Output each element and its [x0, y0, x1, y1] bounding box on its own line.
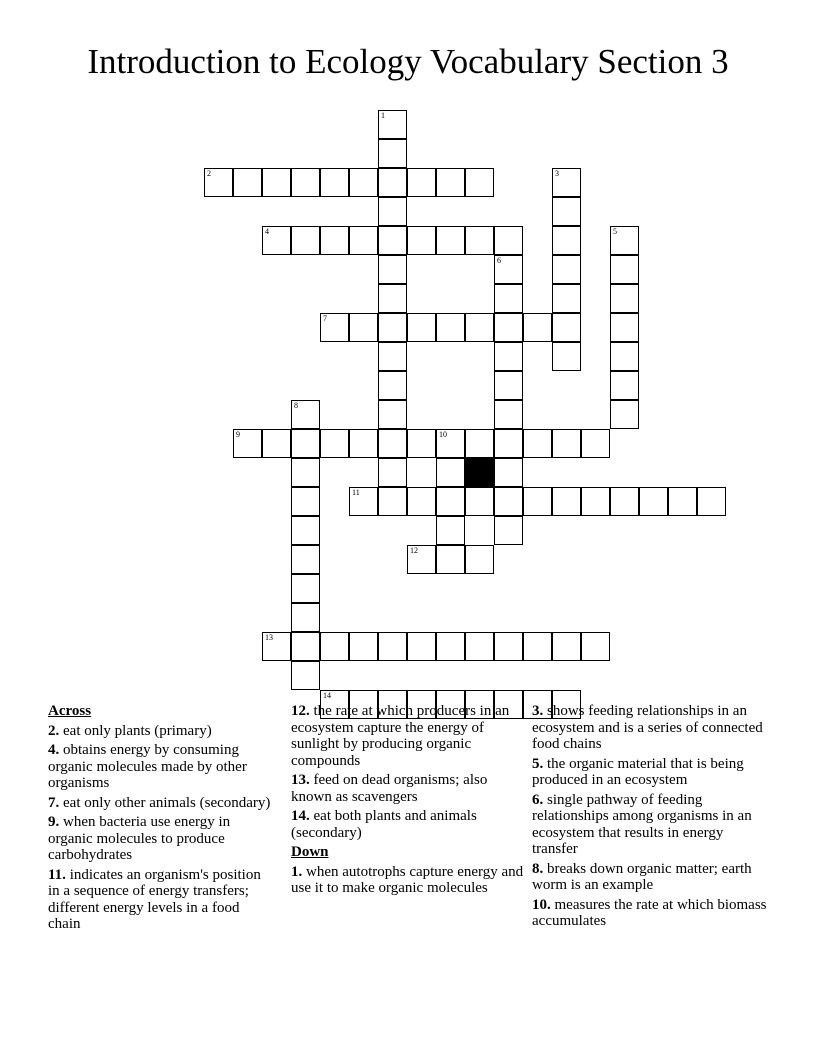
- grid-cell[interactable]: [378, 487, 407, 516]
- grid-cell[interactable]: [465, 487, 494, 516]
- grid-cell[interactable]: [523, 313, 552, 342]
- clue-number-label: 4.: [48, 742, 60, 758]
- grid-cell[interactable]: [291, 168, 320, 197]
- clue-item: [291, 772, 526, 805]
- grid-cell[interactable]: [407, 226, 436, 255]
- grid-cell[interactable]: [378, 284, 407, 313]
- clue-number: 14: [323, 691, 331, 700]
- grid-cell[interactable]: [436, 632, 465, 661]
- clue-text: eat only other animals (secondary): [59, 794, 271, 811]
- clue-item: [48, 867, 274, 933]
- grid-cell[interactable]: [291, 487, 320, 516]
- grid-cell[interactable]: [639, 487, 668, 516]
- clue-number-label: 10.: [532, 896, 551, 913]
- grid-cell[interactable]: [523, 632, 552, 661]
- clue-number-label: 11.: [48, 866, 66, 883]
- grid-cell[interactable]: [233, 429, 262, 458]
- clue-item: [291, 864, 526, 897]
- clue-number-label: 12.: [291, 703, 310, 719]
- grid-cell[interactable]: [552, 226, 581, 255]
- grid-cell[interactable]: [436, 226, 465, 255]
- grid-cell[interactable]: [668, 487, 697, 516]
- clue-item: [48, 814, 274, 864]
- grid-cell[interactable]: [436, 168, 465, 197]
- grid-cell[interactable]: [262, 632, 291, 661]
- grid-cell[interactable]: [407, 545, 436, 574]
- grid-cell[interactable]: [291, 661, 320, 690]
- grid-cell[interactable]: [349, 487, 378, 516]
- grid-cell[interactable]: [349, 632, 378, 661]
- grid-cell[interactable]: [610, 487, 639, 516]
- grid-cell[interactable]: [378, 139, 407, 168]
- grid-cell[interactable]: [349, 313, 378, 342]
- clue-number-label: 5.: [532, 755, 544, 772]
- grid-cell[interactable]: [436, 429, 465, 458]
- clue-item: [291, 808, 526, 841]
- grid-cell[interactable]: [523, 487, 552, 516]
- grid-cell[interactable]: [407, 429, 436, 458]
- grid-cell[interactable]: [378, 632, 407, 661]
- grid-cell[interactable]: [465, 429, 494, 458]
- grid-cell[interactable]: [494, 400, 523, 429]
- grid-cell[interactable]: [407, 632, 436, 661]
- grid-cell[interactable]: [610, 371, 639, 400]
- grid-cell[interactable]: [494, 313, 523, 342]
- grid-cell[interactable]: [610, 226, 639, 255]
- grid-cell[interactable]: [233, 168, 262, 197]
- grid-cell[interactable]: [610, 255, 639, 284]
- grid-cell[interactable]: [291, 226, 320, 255]
- grid-cell[interactable]: [610, 400, 639, 429]
- grid-cell[interactable]: [552, 284, 581, 313]
- clue-number: 11: [352, 488, 360, 497]
- clue-number-label: 3.: [532, 703, 544, 719]
- grid-cell[interactable]: [407, 487, 436, 516]
- clue-text: when autotrophs capture energy and use it to make organic molecules: [291, 863, 524, 896]
- grid-cell[interactable]: [436, 545, 465, 574]
- clue-item: [532, 703, 768, 753]
- clue-item: [291, 703, 526, 769]
- grid-cell[interactable]: [320, 632, 349, 661]
- grid-cell[interactable]: [494, 516, 523, 545]
- grid-cell[interactable]: [436, 516, 465, 545]
- clue-item: [48, 795, 274, 812]
- grid-cell[interactable]: [291, 632, 320, 661]
- grid-cell[interactable]: [291, 603, 320, 632]
- clue-number-label: 2.: [48, 722, 60, 739]
- clue-text: measures the rate at which biomass accumulates: [532, 896, 767, 929]
- grid-cell[interactable]: [378, 342, 407, 371]
- grid-cell[interactable]: [494, 284, 523, 313]
- clue-text: the organic material that is being produced in an ecosystem: [532, 755, 744, 788]
- grid-cell[interactable]: [378, 458, 407, 487]
- grid-cell[interactable]: [262, 168, 291, 197]
- clue-text: feed on dead organisms; also known as scavengers: [291, 772, 488, 805]
- clues-column-1: [48, 703, 274, 936]
- grid-cell[interactable]: [465, 545, 494, 574]
- clue-number: 13: [265, 633, 273, 642]
- grid-cell[interactable]: [581, 487, 610, 516]
- grid-cell[interactable]: [320, 168, 349, 197]
- grid-cell[interactable]: [291, 574, 320, 603]
- grid-cell[interactable]: [291, 429, 320, 458]
- clue-text: when bacteria use energy in organic molecules to produce carbohydrates: [48, 814, 231, 863]
- grid-cell[interactable]: [378, 197, 407, 226]
- grid-cell[interactable]: [494, 458, 523, 487]
- clue-number-label: 13.: [291, 772, 310, 788]
- clue-text: eat both plants and animals (secondary): [291, 808, 477, 841]
- grid-cell[interactable]: [494, 429, 523, 458]
- grid-cell[interactable]: [581, 429, 610, 458]
- clue-text: obtains energy by consuming organic molecules made by other organisms: [48, 742, 247, 791]
- grid-cell[interactable]: [552, 168, 581, 197]
- grid-cell[interactable]: [320, 313, 349, 342]
- grid-cell[interactable]: [552, 429, 581, 458]
- grid-cell[interactable]: [465, 313, 494, 342]
- down-heading: Down: [291, 844, 329, 860]
- clue-item: [48, 742, 274, 792]
- grid-cell[interactable]: [552, 632, 581, 661]
- clue-number: 10: [439, 430, 447, 439]
- grid-cell[interactable]: [610, 284, 639, 313]
- clues-column-3: [532, 703, 768, 933]
- clue-number-label: 6.: [532, 791, 544, 808]
- puzzle-title: Introduction to Ecology Vocabulary Section 3: [87, 42, 729, 81]
- grid-cell[interactable]: [581, 632, 610, 661]
- grid-cell[interactable]: [349, 226, 378, 255]
- grid-cell[interactable]: [407, 168, 436, 197]
- grid-cell[interactable]: [378, 371, 407, 400]
- grid-cell[interactable]: [262, 226, 291, 255]
- grid-cell[interactable]: [465, 632, 494, 661]
- grid-cell[interactable]: [204, 168, 233, 197]
- grid-cell[interactable]: [494, 487, 523, 516]
- clue-number: 7: [323, 314, 327, 323]
- across-heading: Across: [48, 703, 92, 719]
- clue-number: 2: [207, 169, 211, 178]
- grid-cell[interactable]: [378, 400, 407, 429]
- clue-item: [532, 897, 768, 930]
- grid-cell[interactable]: [436, 487, 465, 516]
- clue-number: 5: [613, 227, 617, 236]
- clue-text: shows feeding relationships in an ecosystem and is a series of connected food chains: [532, 703, 763, 752]
- clue-number: 1: [381, 111, 385, 120]
- clue-text: eat only plants (primary): [59, 722, 212, 739]
- clue-text: indicates an organism's position in a sequence of energy transfers; different energy levels in a food chain: [48, 866, 261, 932]
- grid-cell[interactable]: [610, 313, 639, 342]
- grid-cell[interactable]: [494, 632, 523, 661]
- grid-cell[interactable]: [552, 197, 581, 226]
- clues-column-2: [291, 703, 526, 900]
- grid-cell[interactable]: [378, 255, 407, 284]
- grid-cell[interactable]: [494, 255, 523, 284]
- grid-cell[interactable]: [552, 487, 581, 516]
- clue-number-label: 14.: [291, 808, 310, 824]
- clue-item: [532, 861, 768, 894]
- grid-cell[interactable]: [291, 458, 320, 487]
- clue-text: single pathway of feeding relationships among organisms in an ecosystem that results in energy transfer: [532, 791, 752, 857]
- grid-cell[interactable]: [378, 313, 407, 342]
- grid-cell[interactable]: [465, 168, 494, 197]
- clue-number-label: 1.: [291, 863, 303, 880]
- grid-cell[interactable]: [320, 226, 349, 255]
- grid-cell[interactable]: [552, 342, 581, 371]
- grid-cell[interactable]: [349, 429, 378, 458]
- grid-cell[interactable]: [407, 313, 436, 342]
- clue-number: 8: [294, 401, 298, 410]
- grid-cell[interactable]: [494, 226, 523, 255]
- clue-number: 6: [497, 256, 501, 265]
- grid-cell[interactable]: [349, 168, 378, 197]
- clue-item: [48, 723, 274, 740]
- clue-number: 4: [265, 227, 269, 236]
- grid-cell[interactable]: [291, 400, 320, 429]
- black-cell: [465, 458, 494, 487]
- grid-cell[interactable]: [494, 371, 523, 400]
- grid-cell[interactable]: [465, 226, 494, 255]
- grid-cell[interactable]: [697, 487, 726, 516]
- clue-text: breaks down organic matter; earth worm is an example: [532, 860, 752, 893]
- grid-cell[interactable]: [291, 545, 320, 574]
- grid-cell[interactable]: [523, 429, 552, 458]
- grid-cell[interactable]: [378, 429, 407, 458]
- grid-cell[interactable]: [262, 429, 291, 458]
- clue-number: 3: [555, 169, 559, 178]
- grid-cell[interactable]: [610, 342, 639, 371]
- clue-number-label: 9.: [48, 814, 60, 830]
- grid-cell[interactable]: [378, 168, 407, 197]
- grid-cell[interactable]: [436, 458, 465, 487]
- grid-cell[interactable]: [494, 342, 523, 371]
- grid-cell[interactable]: [378, 226, 407, 255]
- clue-text: the rate at which producers in an ecosystem capture the energy of sunlight by producing organic compounds: [291, 703, 510, 769]
- grid-cell[interactable]: [378, 110, 407, 139]
- clue-number: 9: [236, 430, 240, 439]
- clue-number: 12: [410, 546, 418, 555]
- grid-cell[interactable]: [552, 255, 581, 284]
- grid-cell[interactable]: [552, 313, 581, 342]
- clue-number-label: 8.: [532, 860, 544, 877]
- clue-item: [532, 792, 768, 858]
- clue-item: [532, 756, 768, 789]
- grid-cell[interactable]: [436, 313, 465, 342]
- grid-cell[interactable]: [291, 516, 320, 545]
- clue-number-label: 7.: [48, 794, 60, 811]
- grid-cell[interactable]: [320, 429, 349, 458]
